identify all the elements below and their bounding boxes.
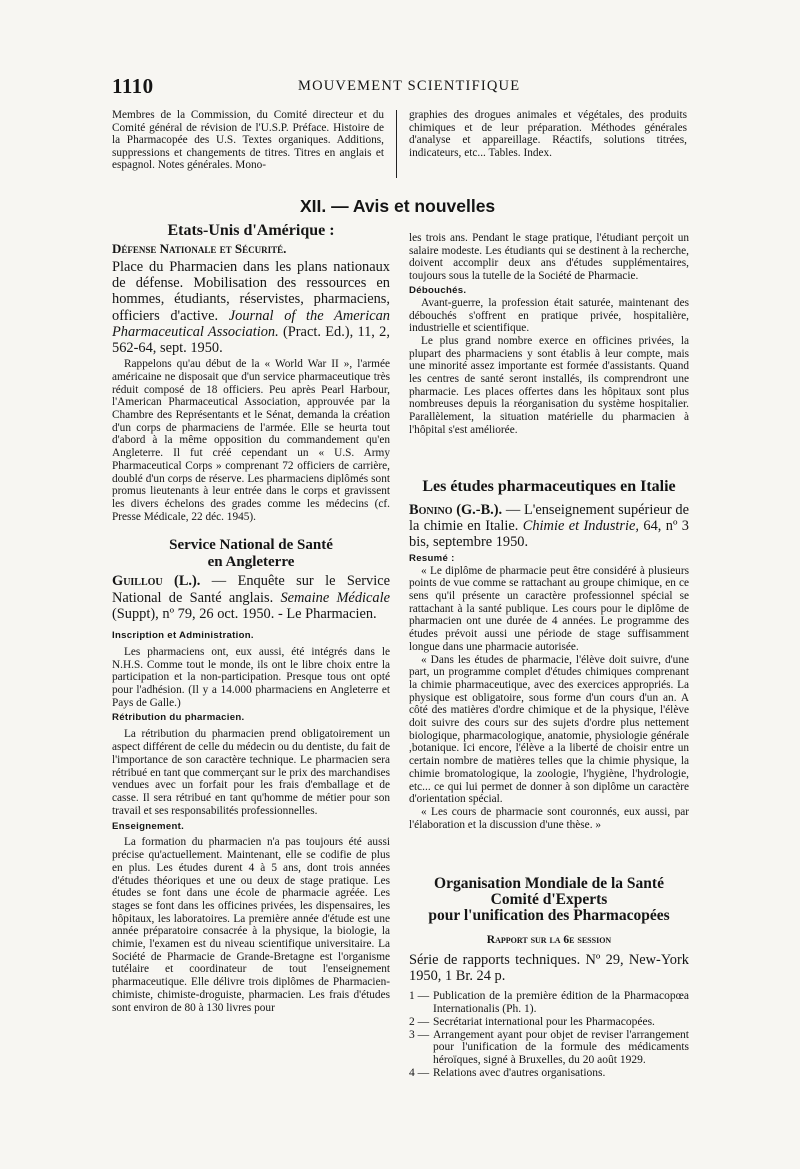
top-left-column xyxy=(112,109,384,172)
italy-article xyxy=(409,478,689,831)
list-item-number: 4 — xyxy=(409,1066,430,1079)
list-item-text: Relations avec d'autres organisations. xyxy=(433,1066,606,1079)
list-item xyxy=(409,1016,689,1029)
italy-ref-title: — L'enseignement supérieur de la chimie en Italie. xyxy=(409,502,689,535)
italy-author: Bonino (G.-B.). xyxy=(409,502,503,518)
italy-paragraph-2: « Dans les études de pharmacie, l'élève doit suivre, d'une part, un programme complet d'études chimiques comprenant la chimie pharmaceutique, avec des exercices appropriés. La physique est obligatoire, sous forme d'un cours d'un an. A côté des matières d'ordre chimique et de la physique, l'élève doit suivre des cours sur des sujets d'ordre plus nettement biologique, pharmacologique, anatomie, physiologie générale ,botanique. Ici encore, l'élève a la liberté de choisir entre un certain nombre de matières telles que la chimie physique, la chimie bromatologique, la zoologie, l'hygiène, l'hydrologie, etc... ce qui lui permet de donner à son diplôme un caractère d'orientation spécial. xyxy=(409,653,689,806)
uk-paragraph-retribution: La rétribution du pharmacien prend obligatoirement un aspect différent de celle du médecin ou du dentiste, du fait de l'importance de son caractère technique. Le pharmacien sera rétribué en tant que commerçant sur le prix des marchandises vendues avec un forfait pour les frais d'emballage et de casse. Il sera rétribué en tant qu'homme de métier pour son travail et ses responsabilités professionnelles. xyxy=(112,728,390,817)
oms-article xyxy=(409,876,689,1079)
list-item xyxy=(409,1067,689,1080)
list-item-number: 2 — xyxy=(409,1015,430,1028)
uk-sub-retribution: Rétribution du pharmacien. xyxy=(112,712,245,724)
list-item-text: Arrangement ayant pour objet de reviser l'arrangement pour l'unification de la formule des médicaments héroïques, signé à Bruxelles, du 20 août 1929. xyxy=(433,1028,689,1066)
list-item xyxy=(409,1029,689,1067)
usa-article xyxy=(112,222,390,1014)
oms-heading-line2: Comité d'Experts xyxy=(490,891,608,908)
italy-sub-resume: Resumé : xyxy=(409,552,455,564)
italy-reference xyxy=(409,502,689,551)
top-right-column xyxy=(409,109,687,159)
usa-ref-tail: (Pract. Ed.), 11, 2, 562-64, sept. 1950. xyxy=(112,323,390,357)
column-divider xyxy=(396,110,397,178)
uk-ref-tail: (Suppt), nº 79, 26 oct. 1950. - Le Pharmacien. xyxy=(112,605,377,622)
uk-sub-inscription: Inscription et Administration. xyxy=(112,629,254,641)
uk-sub-enseignement: Enseignement. xyxy=(112,821,185,833)
oms-series: Série de rapports techniques. Nº 29, New-York 1950, 1 Br. 24 p. xyxy=(409,952,689,985)
oms-heading-line1: Organisation Mondiale de la Santé xyxy=(434,875,664,892)
uk-author: Guillou (L.). xyxy=(112,573,201,590)
uk-heading xyxy=(112,537,390,570)
italy-body xyxy=(409,553,689,832)
oms-report-title: Rapport sur la 6e session xyxy=(486,934,612,946)
uk-heading-line2: en Angleterre xyxy=(207,553,295,570)
usa-reference xyxy=(112,259,390,356)
list-item-text: Secrétariat international pour les Pharmacopées. xyxy=(433,1015,655,1028)
list-item-text: Publication de la première édition de la Pharmacopœa Internationalis (Ph. 1). xyxy=(433,990,689,1016)
usa-heading: Etats-Unis d'Amérique : xyxy=(167,222,335,239)
running-title: MOUVEMENT SCIENTIFIQUE xyxy=(298,78,521,94)
italy-ref-tail: 64, nº 3 bis, septembre 1950. xyxy=(409,518,689,551)
oms-heading-line3: pour l'unification des Pharmacopées xyxy=(428,907,670,924)
uk-paragraph-inscription: Les pharmaciens ont, eux aussi, été intégrés dans le N.H.S. Comme tout le monde, ils ont le libre choix entre la participation et la non-participation. Presque tous ont opté pour l'adhésion. (Il y a 14.000 pharmaciens en Angleterre et Pays de Galle.) xyxy=(112,645,390,709)
usa-subheading: Défense Nationale et Sécurité. xyxy=(112,241,287,256)
section-title: XII. — Avis et nouvelles xyxy=(300,196,496,216)
italy-paragraph-1: « Le diplôme de pharmacie peut être considéré à plusieurs points de vue comme se rattachant au groupe chimique, en ce sens qu'il présente un caractère professionnel spécial se rattachant à la santé publique. Les cours pour le diplôme de pharmacien ont une durée de 4 années. Le programme des études prévoit aussi une période de stage suffisamment longue dans une pharmacie autorisée. xyxy=(409,564,689,653)
usa-ref-journal: Journal of the American Pharmaceutical Association. xyxy=(112,307,390,340)
oms-agenda-list xyxy=(409,990,689,1079)
list-item-number: 3 — xyxy=(409,1028,430,1041)
usa-ref-title: Place du Pharmacien dans les plans nationaux de défense. Mobilisation des ressources en hommes, étudiants, réservistes, pharmaciens, officiers d'active. xyxy=(112,259,390,324)
uk-paragraph-enseignement: La formation du pharmacien n'a pas toujours été aussi précise qu'actuellement. Maintenant, elle se codifie de plus en plus. Les études durent 4 à 5 ans, dont trois années d'études théoriques et une ou deux de stage pratique. Les études se font dans une école de pharmacie agréée. Les stages se font dans les officines privées, les dispensaires, les hôpitaux, les laboratoires. La première année d'étude est une année préparatoire consacrée à la physique, la biologie, la chimie, l'examen est du niveau scientifique universitaire. La Société de Pharmacie de Grande-Bretagne est l'organisme tutélaire et coordinateur de tout l'enseignement pharmaceutique. Elle délivre trois diplômes de Pharmacien-chimiste, chimiste-droguiste, pharmacien. Les frais d'études sont environ de 80 à 130 livres pour xyxy=(112,836,390,1014)
uk-ref-journal: Semaine Médicale xyxy=(280,589,390,606)
uk-reference xyxy=(112,573,390,622)
uk-heading-line1: Service National de Santé xyxy=(169,537,333,554)
uk-body xyxy=(112,630,390,1014)
uk-sub-debouches: Débouchés. xyxy=(409,284,467,296)
italy-paragraph-3: « Les cours de pharmacie sont couronnés, eux aussi, par l'élaboration et la discussion d'une thèse. » xyxy=(409,805,689,831)
list-item xyxy=(409,990,689,1015)
oms-heading xyxy=(409,876,689,924)
top-right-text: graphies des drogues animales et végétales, des produits chimiques et de leur préparation. Méthodes générales d'analyse et appareillage. Réactifs, solutions titrées, indicateurs, etc... Tables. Index. xyxy=(409,109,687,159)
uk-body-continued xyxy=(409,232,689,437)
italy-ref-journal: Chimie et Industrie, xyxy=(522,518,640,535)
italy-heading: Les études pharmaceutiques en Italie xyxy=(422,478,676,495)
top-left-text: Membres de la Commission, du Comité directeur et du Comité général de révision de l'U.S.P. Préface. Histoire de la Pharmacopée des U.S. Textes organiques. Additions, suppressions et changements de titres. Titres en anglais et espagnol. Notes générales. Mono- xyxy=(112,109,384,172)
uk-ref-title: — Enquête sur le Service National de Santé anglais. xyxy=(112,573,390,606)
uk-paragraph-debouches: Avant-guerre, la profession était saturée, maintenant des débouchés s'offrent en pratique privée, hospitalière, industrielle et scientifique. xyxy=(409,296,689,335)
uk-paragraph-officines: Le plus grand nombre exerce en officines privées, la plupart des pharmaciens y sont établis à leur compte, mais une minorité assez importante est formée d'assistants. Quand les centres de santé seront installés, ils comprendront une pharmacie. Les places offertes dans les hôpitaux sont plus nombreuses depuis la réorganisation du système hospitalier. Parallèlement, la situation matérielle du pharmacien à l'hôpital s'est améliorée. xyxy=(409,334,689,436)
uk-paragraph-continued: les trois ans. Pendant le stage pratique, l'étudiant perçoit un salaire modeste. Les étudiants qui se destinent à la recherche, doivent accomplir deux ans d'études supplémentaires, toujours sous la tutelle de la Société de Pharmacie. xyxy=(409,232,689,283)
usa-paragraph: Rappelons qu'au début de la « World War II », l'armée américaine ne disposait que d'un service pharmaceutique très réduit composé de 18 officiers. Peu après Pearl Harbour, l'American Pharmaceutical Association, approuvée par la Chambre des Représentants et le Sénat, demanda la création d'un corps de pharmaciens de l'armée. Elle se heurta tout d'abord à la même opposition du commandement qu'en Angleterre. Il fut créé cependant un « U.S. Army Pharmaceutical Corps » comprenant 72 officiers de carrière, doublé d'un corps de réserve. Les pharmaciens diplômés sont promus lieutenants à leur entrée dans le corps et gravissent les divers échelons des grades comme les médecins (cf. Presse Médicale, 22 déc. 1945). xyxy=(112,358,390,523)
page-number: 1110 xyxy=(112,74,154,98)
list-item-number: 1 — xyxy=(409,990,430,1003)
uk-article-continued xyxy=(409,232,689,437)
usa-body xyxy=(112,358,390,523)
